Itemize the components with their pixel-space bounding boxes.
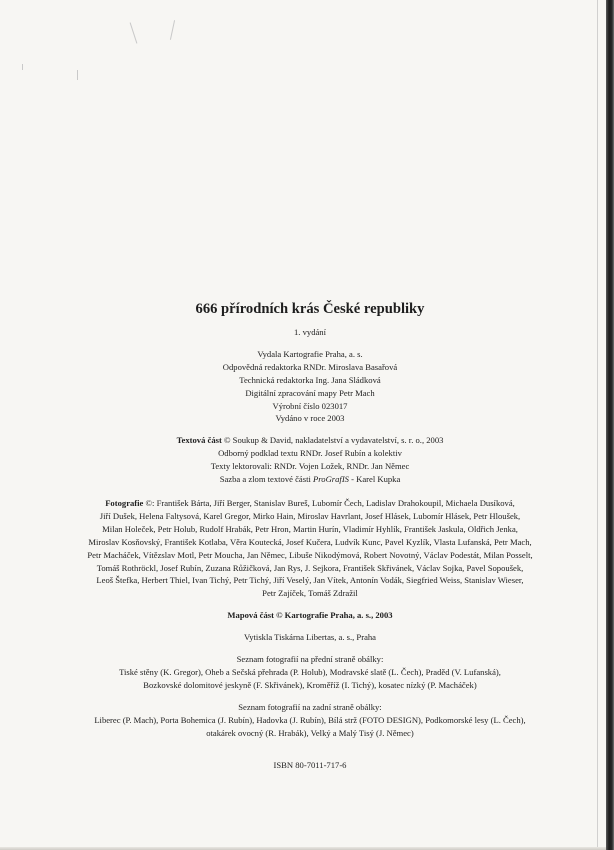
typesetting-line (40, 473, 580, 486)
text-part-label: Textová část (176, 435, 222, 446)
printer-line: Vytiskla Tiskárna Libertas, a. s., Praha (244, 632, 376, 643)
pencil-mark (22, 64, 23, 70)
back-cover-heading: Seznam fotografií na zadní straně obálky: (238, 701, 382, 712)
photo-credits-line: Petr Macháček, Vítězslav Motl, Petr Moucha, Jan Němec, Libuše Nikodýmová, Robert Novotný, Václav Podestát, Milan Posselt, (87, 549, 533, 560)
text-credit-line: Texty lektorovali: RNDr. Vojen Ložek, RNDr. Jan Němec (210, 461, 410, 472)
front-cover-line: Bozkovské dolomitové jeskyně (F. Skřivánek), Kroměříž (I. Tichý), kosatec nízký (P. Macháček) (143, 679, 477, 690)
photo-credits-first: ©: František Bárta, Jiří Berger, Stanislav Bureš, Lubomír Čech, Ladislav Drahokoupil, Michaela Dusíková, (143, 497, 515, 508)
map-part-line: Mapová část © Kartografie Praha, a. s., 2003 (227, 610, 393, 621)
typesetting-studio: ProGrafIS (313, 474, 349, 485)
imprint-block (40, 300, 580, 772)
photo-credits-line (40, 497, 580, 510)
imprint-line: Technická redaktorka Ing. Jana Sládková (239, 374, 381, 385)
photo-credits-line: Miroslav Kosňovský, František Kotlaba, Věra Koutecká, Josef Kučera, Ludvík Kunc, Pavel Kyzlík, Vlasta Lufanská, Petr Mach, (88, 536, 532, 547)
back-cover-line: otakárek ovocný (R. Hrabák), Velký a Malý Tisý (J. Němec) (206, 727, 414, 738)
book-title: 666 přírodních krás České republiky (195, 301, 425, 317)
photo-credits-line: Jiří Dušek, Helena Faltysová, Karel Gregor, Mirko Hain, Miroslav Havrlant, Josef Hlásek, Lubomír Hlásek, Petr Hloušek, (99, 510, 521, 521)
typesetting-suffix: - Karel Kupka (348, 474, 401, 485)
typesetting-prefix: Sazba a zlom textové části (219, 474, 314, 485)
photo-credits-line: Milan Holeček, Petr Holub, Rudolf Hrabák, Petr Hron, Martin Hurín, Vladimír Hyhlík, František Jaskula, Oldřich Jenka, (102, 523, 518, 534)
imprint-line: Vydala Kartografie Praha, a. s. (257, 348, 363, 359)
page-crease (597, 0, 598, 850)
text-credit-line: Odborný podklad textu RNDr. Josef Rubín a kolektiv (218, 448, 402, 459)
photo-credits-line: Petr Zajíček, Tomáš Zdražil (262, 588, 358, 599)
binding-edge (606, 0, 614, 850)
imprint-line: Výrobní číslo 023017 (272, 400, 348, 411)
photo-credits (40, 497, 580, 600)
photo-credits-line: Tomáš Rothröckl, Josef Rubín, Zuzana Růžičková, Jan Rys, J. Sejkora, František Skřivánek, Václav Sojka, Pavel Sopoušek, (96, 562, 524, 573)
imprint-line: Digitální zpracování mapy Petr Mach (245, 387, 375, 398)
front-cover-heading: Seznam fotografií na přední straně obálky: (236, 654, 384, 665)
back-cover-line: Liberec (P. Mach), Porta Bohemica (J. Rubín), Hadovka (J. Rubín), Bílá strž (FOTO DESIGN), Podkomorské lesy (L. Čech), (94, 714, 526, 725)
imprint-line: Odpovědná redaktorka RNDr. Miroslava Basařová (222, 361, 398, 372)
photo-credits-label: Fotografie (105, 497, 144, 508)
edition: 1. vydání (294, 327, 326, 337)
text-part-rest: © Soukup & David, nakladatelství a vydavatelství, s. r. o., 2003 (221, 435, 444, 446)
isbn: ISBN 80-7011-717-6 (273, 760, 347, 771)
text-part-line (40, 434, 580, 447)
photo-credits-line: Leoš Štefka, Herbert Thiel, Ivan Tichý, Petr Tichý, Jiří Veselý, Jan Vítek, Antonín Vodák, Siegfried Weiss, Stanislav Wieser, (96, 575, 524, 586)
pencil-mark (77, 70, 78, 80)
front-cover-line: Tiské stěny (K. Gregor), Oheb a Sečská přehrada (P. Holub), Modravské slatě (L. Čech), Praděd (V. Lufanská), (119, 666, 501, 677)
imprint-line: Vydáno v roce 2003 (275, 413, 345, 424)
